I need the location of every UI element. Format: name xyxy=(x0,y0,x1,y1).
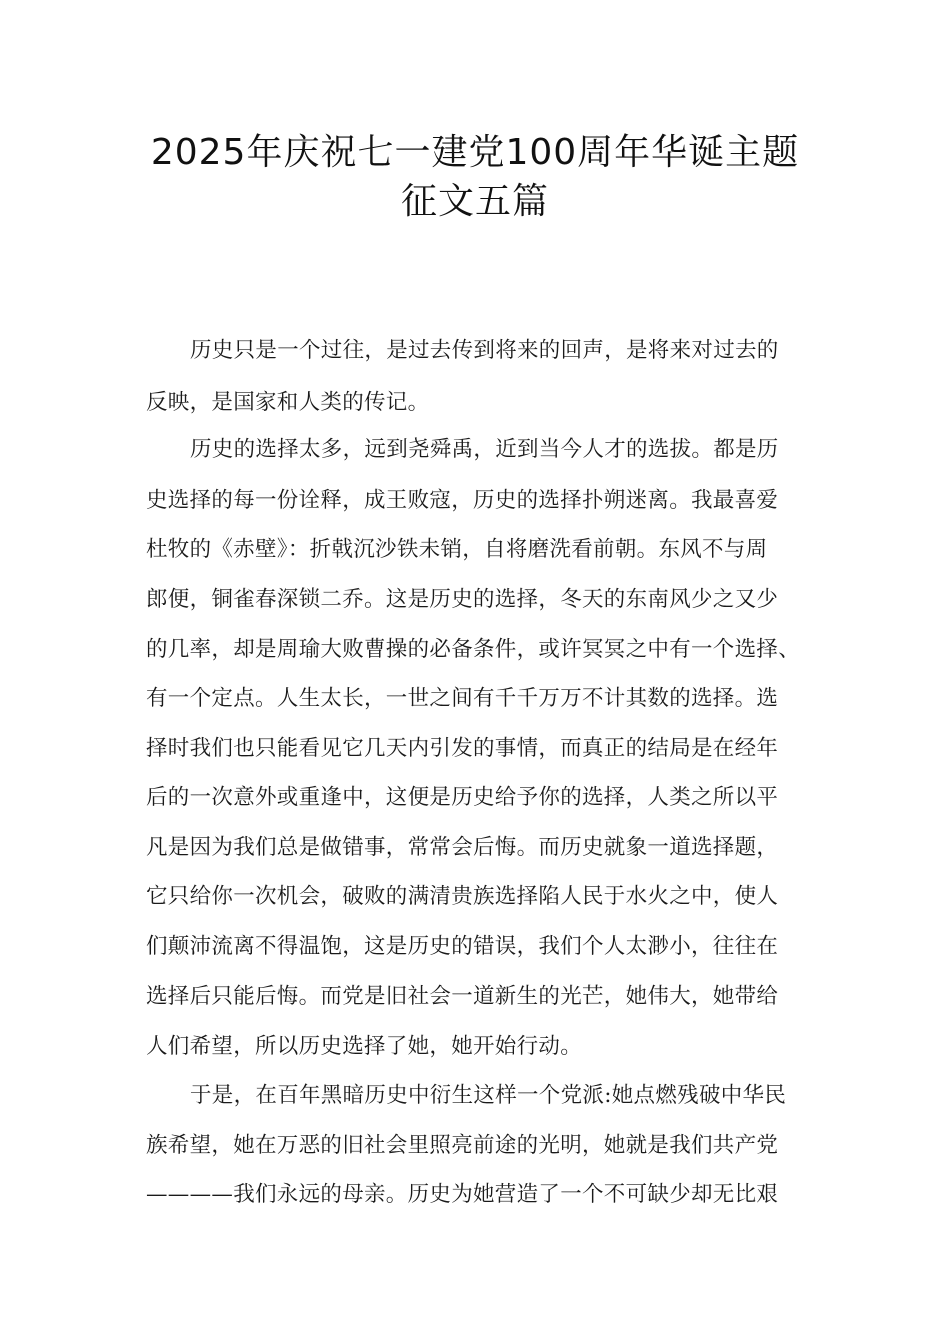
document-title-line-2: 征文五篇 xyxy=(400,181,549,222)
document-title-line-1: 2025年庆祝七一建党100周年华诞主题 xyxy=(150,132,800,173)
paragraph-3-line: ————我们永远的母亲。历史为她营造了一个不可缺少却无比艰 xyxy=(146,1182,779,1207)
paragraph-2-line: 郎便，铜雀春深锁二乔。这是历史的选择，冬天的东南风少之又少 xyxy=(146,587,779,612)
paragraph-3-line: 族希望，她在万恶的旧社会里照亮前途的光明，她就是我们共产党 xyxy=(146,1133,779,1158)
paragraph-2-line: 历史的选择太多，远到尧舜禹，近到当今人才的选拔。都是历 xyxy=(190,437,779,462)
paragraph-2-line: 后的一次意外或重逢中，这便是历史给予你的选择，人类之所以平 xyxy=(146,785,779,810)
paragraph-1-line: 历史只是一个过往，是过去传到将来的回声，是将来对过去的 xyxy=(190,338,779,363)
paragraph-2-line: 们颠沛流离不得温饱，这是历史的错误，我们个人太渺小，往往在 xyxy=(146,934,779,959)
paragraph-3-line: 于是，在百年黑暗历史中衍生这样一个党派:她点燃残破中华民 xyxy=(190,1083,787,1108)
paragraph-2-line: 的几率，却是周瑜大败曹操的必备条件，或许冥冥之中有一个选择、 xyxy=(146,637,801,662)
paragraph-2-line: 人们希望，所以历史选择了她，她开始行动。 xyxy=(146,1034,583,1059)
paragraph-2-line: 选择后只能后悔。而党是旧社会一道新生的光芒，她伟大，她带给 xyxy=(146,984,779,1009)
paragraph-2-line: 它只给你一次机会，破败的满清贵族选择陷人民于水火之中，使人 xyxy=(146,884,779,909)
paragraph-2-line: 凡是因为我们总是做错事，常常会后悔。而历史就象一道选择题， xyxy=(146,835,779,860)
paragraph-2-line: 杜牧的《赤壁》：折戟沉沙铁未销，自将磨洗看前朝。东风不与周 xyxy=(146,537,768,562)
paragraph-2-line: 有一个定点。人生太长，一世之间有千千万万不计其数的选择。选 xyxy=(146,686,779,711)
paragraph-1-line: 反映，是国家和人类的传记。 xyxy=(146,390,430,415)
paragraph-2-line: 史选择的每一份诠释，成王败寇，历史的选择扑朔迷离。我最喜爱 xyxy=(146,488,779,513)
paragraph-2-line: 择时我们也只能看见它几天内引发的事情，而真正的结局是在经年 xyxy=(146,736,779,761)
